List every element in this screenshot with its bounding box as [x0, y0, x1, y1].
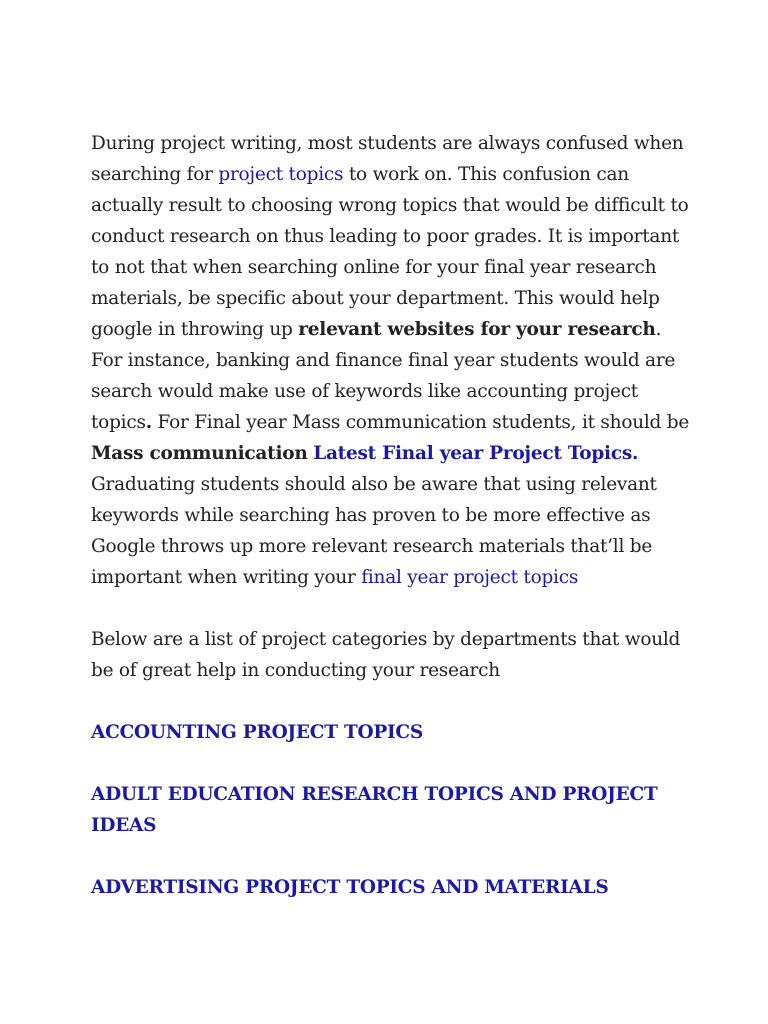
intro-text-1: During project writing, most students are always confused when searching for [91, 133, 684, 185]
adult-education-topics-link[interactable]: ADULT EDUCATION RESEARCH TOPICS AND PROJECT IDEAS [91, 784, 658, 836]
project-topics-link[interactable]: project topics [218, 164, 344, 185]
accounting-topics-link[interactable]: ACCOUNTING PROJECT TOPICS [91, 722, 423, 743]
intro-paragraph [91, 128, 691, 593]
document-body [91, 128, 691, 934]
intro-text-6: Graduating students should also be aware that using relevant keywords while searching has proven to be more effective as Google throws up more relevant research materials that’ll be important when writing your [91, 474, 657, 588]
mass-communication-bold: Mass communication [91, 443, 308, 464]
categories-intro-paragraph: Below are a list of project categories by departments that would be of great help in conducting your research [91, 629, 681, 681]
category-accounting [91, 717, 691, 748]
intro-text-2: to work on. This confusion can actually result to choosing wrong topics that would be difficult to conduct research on thus leading to poor grades. It is important to not that when searching online for your final year research materials, be specific about your department. This would help google in throwing up [91, 164, 689, 340]
category-adult-education [91, 779, 691, 841]
category-advertising [91, 872, 691, 903]
intro-text-3: . For instance, banking and finance final year students would are search would make use of keywords like accounting project topics [91, 319, 676, 433]
relevant-websites-bold: relevant websites for your research [298, 319, 656, 340]
latest-final-year-topics-link[interactable]: Latest Final year Project Topics. [313, 443, 639, 464]
intro-text-4: For Final year Mass communication students, it should be [151, 412, 690, 433]
final-year-project-topics-link[interactable]: final year project topics [361, 567, 579, 588]
advertising-topics-link[interactable]: ADVERTISING PROJECT TOPICS AND MATERIALS [91, 877, 609, 898]
bold-period: . [145, 412, 152, 433]
